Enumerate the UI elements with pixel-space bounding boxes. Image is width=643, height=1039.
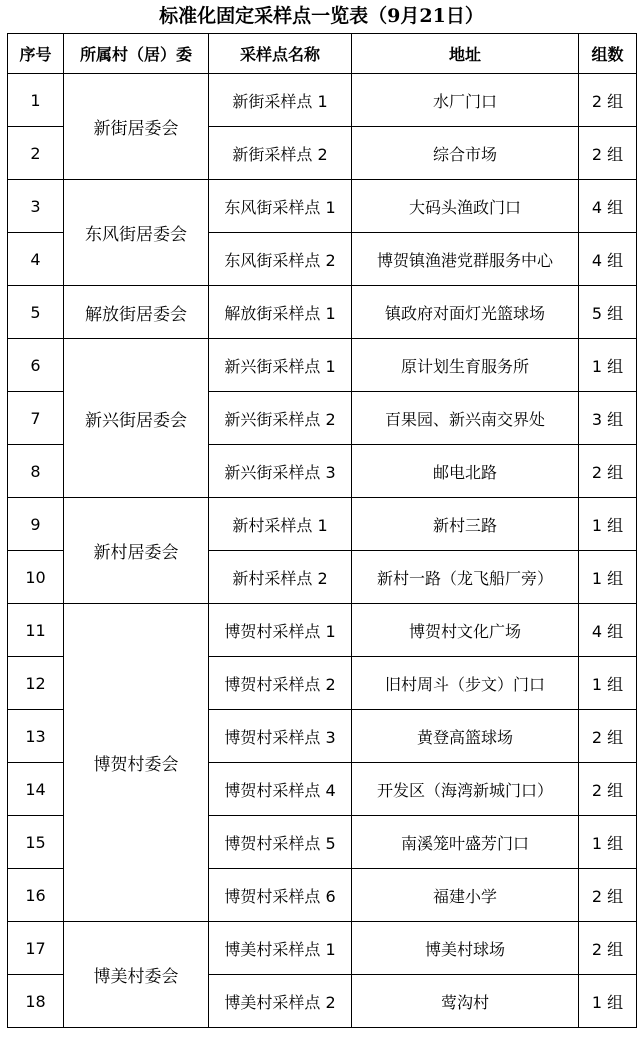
group-count-cell: 1 组 — [579, 339, 637, 392]
row-number: 17 — [8, 922, 64, 975]
site-name-cell: 新兴街采样点 1 — [209, 339, 352, 392]
site-name-cell: 博美村采样点 1 — [209, 922, 352, 975]
header-address: 地址 — [352, 34, 579, 74]
address-cell: 福建小学 — [352, 869, 579, 922]
group-count-cell: 1 组 — [579, 498, 637, 551]
row-number: 11 — [8, 604, 64, 657]
table-row — [8, 498, 637, 551]
site-name-cell: 解放街采样点 1 — [209, 286, 352, 339]
address-cell: 邮电北路 — [352, 445, 579, 498]
group-count-cell: 5 组 — [579, 286, 637, 339]
address-cell: 大码头渔政门口 — [352, 180, 579, 233]
row-number: 3 — [8, 180, 64, 233]
row-number: 18 — [8, 975, 64, 1028]
group-count-cell: 4 组 — [579, 180, 637, 233]
group-count-cell: 2 组 — [579, 127, 637, 180]
address-cell: 旧村周斗（步文）门口 — [352, 657, 579, 710]
site-name-cell: 博贺村采样点 5 — [209, 816, 352, 869]
row-number: 8 — [8, 445, 64, 498]
table-row — [8, 74, 637, 127]
site-name-cell: 新街采样点 1 — [209, 74, 352, 127]
header-site: 采样点名称 — [209, 34, 352, 74]
row-number: 1 — [8, 74, 64, 127]
site-name-cell: 博美村采样点 2 — [209, 975, 352, 1028]
row-number: 2 — [8, 127, 64, 180]
group-count-cell: 1 组 — [579, 975, 637, 1028]
site-name-cell: 博贺村采样点 6 — [209, 869, 352, 922]
row-number: 13 — [8, 710, 64, 763]
address-cell: 开发区（海湾新城门口） — [352, 763, 579, 816]
address-cell: 新村一路（龙飞船厂旁） — [352, 551, 579, 604]
address-cell: 新村三路 — [352, 498, 579, 551]
row-number: 5 — [8, 286, 64, 339]
site-name-cell: 东风街采样点 2 — [209, 233, 352, 286]
header-committee: 所属村（居）委 — [64, 34, 209, 74]
group-count-cell: 2 组 — [579, 710, 637, 763]
site-name-cell: 新街采样点 2 — [209, 127, 352, 180]
group-count-cell: 2 组 — [579, 445, 637, 498]
address-cell: 水厂门口 — [352, 74, 579, 127]
site-name-cell: 新兴街采样点 3 — [209, 445, 352, 498]
table-row — [8, 922, 637, 975]
group-count-cell: 2 组 — [579, 869, 637, 922]
row-number: 12 — [8, 657, 64, 710]
header-no: 序号 — [8, 34, 64, 74]
group-count-cell: 1 组 — [579, 551, 637, 604]
site-name-cell: 博贺村采样点 1 — [209, 604, 352, 657]
row-number: 15 — [8, 816, 64, 869]
site-name-cell: 博贺村采样点 3 — [209, 710, 352, 763]
row-number: 7 — [8, 392, 64, 445]
group-count-cell: 1 组 — [579, 816, 637, 869]
group-count-cell: 1 组 — [579, 657, 637, 710]
table-row — [8, 339, 637, 392]
row-number: 9 — [8, 498, 64, 551]
table-body — [8, 74, 637, 1028]
header-row — [8, 34, 637, 74]
committee-cell: 新兴街居委会 — [64, 339, 209, 498]
address-cell: 综合市场 — [352, 127, 579, 180]
group-count-cell: 2 组 — [579, 922, 637, 975]
group-count-cell: 2 组 — [579, 763, 637, 816]
committee-cell: 东风街居委会 — [64, 180, 209, 286]
group-count-cell: 2 组 — [579, 74, 637, 127]
sampling-points-table — [7, 33, 637, 1028]
address-cell: 原计划生育服务所 — [352, 339, 579, 392]
table-row — [8, 604, 637, 657]
group-count-cell: 3 组 — [579, 392, 637, 445]
row-number: 4 — [8, 233, 64, 286]
address-cell: 南溪笼叶盛芳门口 — [352, 816, 579, 869]
address-cell: 黄登高篮球场 — [352, 710, 579, 763]
site-name-cell: 新村采样点 1 — [209, 498, 352, 551]
row-number: 10 — [8, 551, 64, 604]
address-cell: 镇政府对面灯光篮球场 — [352, 286, 579, 339]
committee-cell: 新村居委会 — [64, 498, 209, 604]
group-count-cell: 4 组 — [579, 604, 637, 657]
committee-cell: 博美村委会 — [64, 922, 209, 1028]
site-name-cell: 博贺村采样点 4 — [209, 763, 352, 816]
address-cell: 博贺镇渔港党群服务中心 — [352, 233, 579, 286]
site-name-cell: 新兴街采样点 2 — [209, 392, 352, 445]
row-number: 14 — [8, 763, 64, 816]
address-cell: 百果园、新兴南交界处 — [352, 392, 579, 445]
page-title: 标准化固定采样点一览表（9月21日） — [159, 5, 484, 27]
site-name-cell: 东风街采样点 1 — [209, 180, 352, 233]
address-cell: 莺沟村 — [352, 975, 579, 1028]
address-cell: 博美村球场 — [352, 922, 579, 975]
header-count: 组数 — [579, 34, 637, 74]
group-count-cell: 4 组 — [579, 233, 637, 286]
row-number: 16 — [8, 869, 64, 922]
row-number: 6 — [8, 339, 64, 392]
site-name-cell: 博贺村采样点 2 — [209, 657, 352, 710]
committee-cell: 博贺村委会 — [64, 604, 209, 922]
address-cell: 博贺村文化广场 — [352, 604, 579, 657]
table-row — [8, 286, 637, 339]
committee-cell: 新街居委会 — [64, 74, 209, 180]
committee-cell: 解放街居委会 — [64, 286, 209, 339]
table-row — [8, 180, 637, 233]
site-name-cell: 新村采样点 2 — [209, 551, 352, 604]
